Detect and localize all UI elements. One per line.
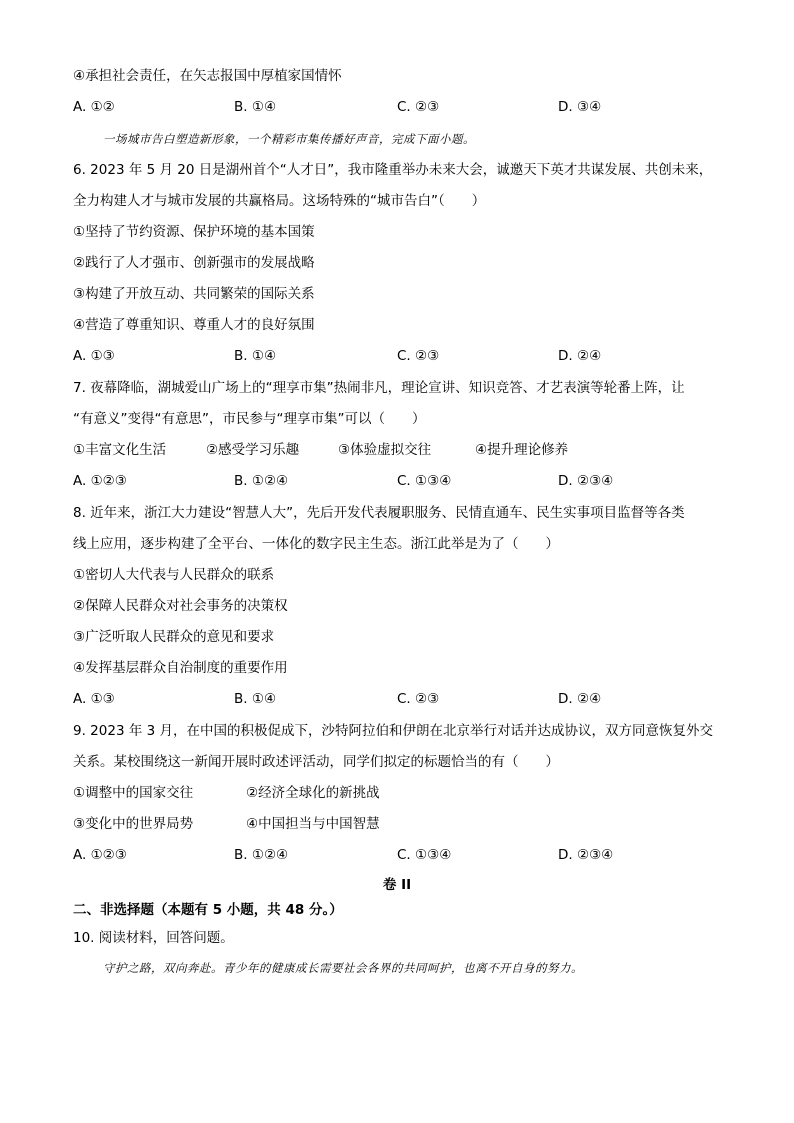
q9-option-b: B. ①②④: [234, 847, 289, 863]
q7-option-d: D. ②③④: [558, 473, 614, 489]
q8-option-a: A. ①③: [73, 691, 115, 707]
q7-option-c: C. ①③④: [397, 473, 452, 489]
section-heading: 二、非选择题（本题有 5 小题，共 48 分。）: [73, 902, 343, 918]
q9-stem-line2: 关系。某校围绕这一新闻开展时政述评活动，同学们拟定的标题恰当的有（ ）: [73, 754, 559, 770]
q6-statement-2: ②践行了人才强市、创新强市的发展战略: [73, 255, 315, 271]
q5-option-c: C. ②③: [397, 99, 440, 115]
q9-statements-row-1: [73, 784, 380, 802]
q5-option-a: A. ①②: [73, 99, 115, 115]
q8-statement-4: ④发挥基层群众自治制度的重要作用: [73, 660, 288, 676]
q10-intro: 守护之路，双向奔赴。青少年的健康成长需要社会各界的共同呵护，也离不开自身的努力。: [103, 961, 583, 975]
q10-stem: 10. 阅读材料，回答问题。: [73, 930, 234, 946]
q6-statement-1: ①坚持了节约资源、保护环境的基本国策: [73, 224, 315, 240]
q8-statement-1: ①密切人大代表与人民群众的联系: [73, 567, 275, 583]
q8-option-c: C. ②③: [397, 691, 440, 707]
volume-heading: 卷 II: [382, 877, 412, 893]
q7-stem-line2: “有意义”变得“有意思”，市民参与“理享市集”可以（ ）: [73, 411, 426, 427]
q6-stem-line1: 6. 2023 年 5 月 20 日是湖州首个“人才日”，我市隆重举办未来大会，诚邀天下英才共谋发展、共创未来，: [73, 162, 713, 178]
q8-stem-line1: 8. 近年来，浙江大力建设“智慧人大”，先后开发代表履职服务、民情直通车、民生实事项目监督等各类: [73, 505, 685, 521]
q7-stem-line1: 7. 夜幕降临，湖城爱山广场上的“理享市集”热闹非凡，理论宣讲、知识竞答、才艺表演等轮番上阵，让: [73, 380, 685, 396]
q5-statement-4: ④承担社会责任，在矢志报国中厚植家国情怀: [73, 68, 342, 84]
q8-statement-3: ③广泛听取人民群众的意见和要求: [73, 629, 275, 645]
q7-statement-1: ①丰富文化生活: [73, 442, 167, 458]
q9-option-d: D. ②③④: [558, 847, 614, 863]
q7-statement-4: ④提升理论修养: [475, 442, 569, 458]
q9-statements-row-2: [73, 815, 380, 833]
q6-statement-3: ③构建了开放互动、共同繁荣的国际关系: [73, 286, 315, 302]
q9-statement-2: ②经济全球化的新挑战: [246, 785, 380, 801]
q5-option-b: B. ①④: [234, 99, 277, 115]
q8-option-d: D. ②④: [558, 691, 602, 707]
q6-stem-line2: 全力构建人才与城市发展的共赢格局。这场特殊的“城市告白”（ ）: [73, 193, 486, 209]
q8-option-b: B. ①④: [234, 691, 277, 707]
q6-option-a: A. ①③: [73, 348, 115, 364]
q8-stem-line2: 线上应用，逐步构建了全平台、一体化的数字民主生态。浙江此举是为了（ ）: [73, 536, 559, 552]
q7-option-b: B. ①②④: [234, 473, 289, 489]
q9-stem-line1: 9. 2023 年 3 月，在中国的积极促成下，沙特阿拉伯和伊朗在北京举行对话并达成协议，双方同意恢复外交: [73, 723, 713, 739]
q7-statement-2: ②感受学习乐趣: [206, 442, 300, 458]
q7-option-a: A. ①②③: [73, 473, 127, 489]
q7-statement-3: ③体验虚拟交往: [338, 442, 432, 458]
q6-option-c: C. ②③: [397, 348, 440, 364]
q9-option-c: C. ①③④: [397, 847, 452, 863]
group-intro: 一场城市告白塑造新形象，一个精彩市集传播好声音，完成下面小题。: [103, 132, 475, 146]
q8-statement-2: ②保障人民群众对社会事务的决策权: [73, 598, 288, 614]
q7-statements-row: [73, 441, 568, 459]
q6-option-b: B. ①④: [234, 348, 277, 364]
q9-option-a: A. ①②③: [73, 847, 127, 863]
q6-statement-4: ④营造了尊重知识、尊重人才的良好氛围: [73, 317, 315, 333]
q9-statement-4: ④中国担当与中国智慧: [246, 816, 380, 832]
q9-statement-1: ①调整中的国家交往: [73, 785, 194, 801]
q6-option-d: D. ②④: [558, 348, 602, 364]
q9-statement-3: ③变化中的世界局势: [73, 816, 194, 832]
q5-option-d: D. ③④: [558, 99, 602, 115]
